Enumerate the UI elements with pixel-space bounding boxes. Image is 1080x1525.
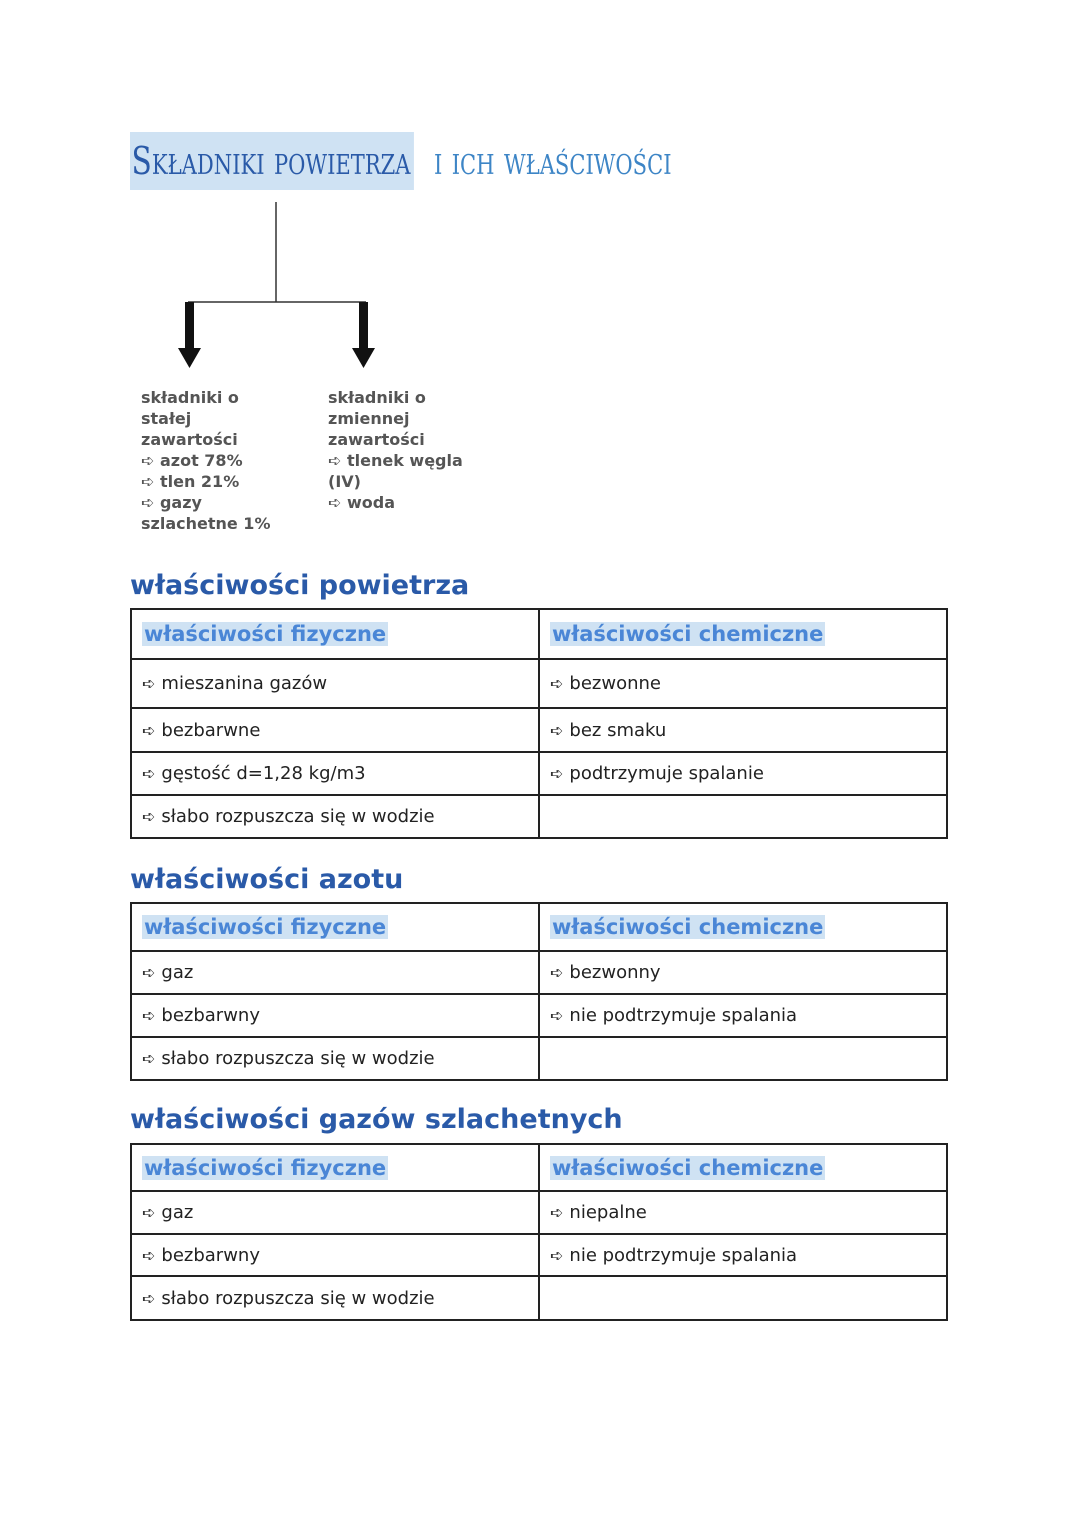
variable-line: składniki o [328, 388, 426, 407]
arrow-icon: ➪ [550, 1203, 564, 1222]
constant-line: ➪ azot 78% [141, 451, 243, 470]
title-rest: i ich właściwości [433, 139, 672, 183]
variable-line: zawartości [328, 430, 425, 449]
constant-line: stałej [141, 409, 192, 428]
table-row [131, 951, 947, 994]
section-heading-noble-gases: właściwości gazów szlachetnych [130, 1104, 623, 1135]
physical-cell: ➪ słabo rozpuszcza się w wodzie [131, 1037, 539, 1080]
chemical-cell [539, 1037, 947, 1080]
constant-line: ➪ gazy [141, 493, 202, 512]
arrow-left-head [178, 348, 201, 368]
variable-line: zmiennej [328, 409, 410, 428]
arrow-right-shaft [359, 302, 368, 350]
table-noble-gases-properties [130, 1143, 948, 1321]
constant-line: zawartości [141, 430, 238, 449]
table-row [131, 708, 947, 752]
arrow-icon: ➪ [142, 764, 156, 783]
arrow-icon: ➪ [550, 764, 564, 783]
arrow-icon: ➪ [550, 674, 564, 693]
chemical-cell [539, 795, 947, 838]
arrow-icon: ➪ [142, 1049, 156, 1068]
arrow-icon: ➪ [142, 963, 156, 982]
arrow-icon: ➪ [142, 1006, 156, 1025]
constant-line: ➪ tlen 21% [141, 472, 240, 491]
variable-line: ➪ woda [328, 493, 395, 512]
arrow-icon: ➪ [142, 674, 156, 693]
tree-diagram [0, 0, 1080, 380]
variable-line: ➪ tlenek węgla [328, 451, 463, 470]
arrow-icon: ➪ [550, 1245, 564, 1265]
header-physical: właściwości fizyczne [131, 1144, 539, 1191]
physical-cell: ➪ słabo rozpuszcza się w wodzie [131, 795, 539, 838]
arrow-icon: ➪ [550, 963, 564, 982]
arrow-icon: ➪ [142, 1288, 156, 1308]
physical-cell: ➪ gaz [131, 951, 539, 994]
physical-cell: ➪ gaz [131, 1191, 539, 1234]
table-row [131, 795, 947, 838]
chemical-cell: ➪ podtrzymuje spalanie [539, 752, 947, 795]
physical-cell: ➪ słabo rozpuszcza się w wodzie [131, 1276, 539, 1320]
arrow-icon: ➪ [142, 807, 156, 826]
variable-components [328, 387, 463, 513]
physical-cell: ➪ bezbarwne [131, 708, 539, 752]
variable-line: (IV) [328, 472, 361, 491]
header-physical: właściwości fizyczne [131, 903, 539, 951]
physical-cell: ➪ bezbarwny [131, 994, 539, 1037]
chemical-cell: ➪ niepalne [539, 1191, 947, 1234]
header-chemical: właściwości chemiczne [539, 1144, 947, 1191]
physical-cell: ➪ gęstość d=1,28 kg/m3 [131, 752, 539, 795]
constant-components [141, 387, 270, 534]
header-chemical: właściwości chemiczne [539, 903, 947, 951]
chemical-cell: ➪ bezwonny [539, 951, 947, 994]
constant-line: składniki o [141, 388, 239, 407]
physical-cell: ➪ mieszanina gazów [131, 659, 539, 708]
table-row [131, 994, 947, 1037]
chemical-cell: ➪ nie podtrzymuje spalania [539, 1234, 947, 1276]
table-row [131, 752, 947, 795]
chemical-cell [539, 1276, 947, 1320]
arrow-left-shaft [185, 302, 194, 350]
title-highlighted: Składniki powietrza [130, 132, 414, 190]
table-air-properties [130, 608, 948, 839]
table-row [131, 1276, 947, 1320]
header-chemical: właściwości chemiczne [539, 609, 947, 659]
arrow-right-head [352, 348, 375, 368]
chemical-cell: ➪ nie podtrzymuje spalania [539, 994, 947, 1037]
table-row [131, 1234, 947, 1276]
arrow-icon: ➪ [142, 720, 156, 740]
arrow-icon: ➪ [142, 1245, 156, 1265]
constant-line: szlachetne 1% [141, 514, 271, 533]
section-heading-air: właściwości powietrza [130, 570, 470, 601]
arrow-icon: ➪ [142, 1203, 156, 1222]
physical-cell: ➪ bezbarwny [131, 1234, 539, 1276]
header-physical: właściwości fizyczne [131, 609, 539, 659]
table-row [131, 1037, 947, 1080]
arrow-icon: ➪ [550, 1006, 564, 1025]
chemical-cell: ➪ bez smaku [539, 708, 947, 752]
table-nitrogen-properties [130, 902, 948, 1081]
chemical-cell: ➪ bezwonne [539, 659, 947, 708]
table-row [131, 659, 947, 708]
table-row [131, 1191, 947, 1234]
section-heading-nitrogen: właściwości azotu [130, 864, 404, 895]
arrow-icon: ➪ [550, 720, 564, 740]
